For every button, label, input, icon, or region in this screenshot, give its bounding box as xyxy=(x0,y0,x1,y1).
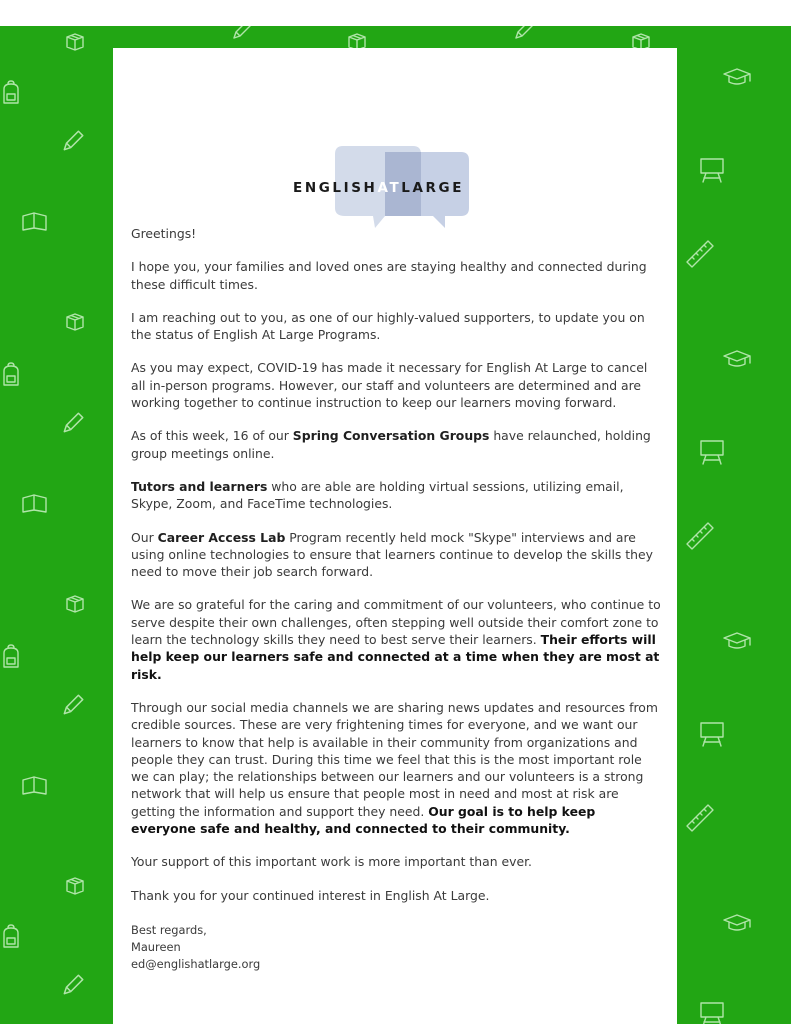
signature-block xyxy=(131,922,661,973)
career-access-lab: Career Access Lab xyxy=(157,529,286,545)
book-icon xyxy=(20,492,50,514)
pencil-icon xyxy=(60,692,86,718)
graduation-cap-icon xyxy=(722,66,752,88)
ruler-icon xyxy=(684,802,716,834)
graduation-cap-icon xyxy=(722,348,752,370)
paragraph-8-text: Through our social media channels we are sharing news updates and resources from credible sources. These are very frightening times for everyone, and we want our learners to know that help is available in their community from organizations and people they can trust. During this time we feel that this is the most important role we can play; the relationships between our learners and our volunteers is a strong network that will help us ensure that people most in need and most at risk are getting the information and support they need. xyxy=(131,699,658,819)
paragraph-4 xyxy=(131,427,661,462)
backpack-icon xyxy=(0,924,22,950)
paragraph-7-text: We are so grateful for the caring and commitment of our volunteers, who continue to serve despite their own challenges, often stepping well outside their comfort zone to learn the technology skills they need to best serve their learners. xyxy=(131,597,661,648)
book-icon xyxy=(20,210,50,232)
cube-icon xyxy=(64,312,86,332)
logo-word-large: LARGE xyxy=(401,180,465,196)
signer-email: ed@englishatlarge.org xyxy=(131,956,261,971)
cube-icon xyxy=(64,594,86,614)
paragraph-7 xyxy=(131,596,661,682)
paragraph-9: Your support of this important work is more important than ever. xyxy=(131,854,532,870)
chalkboard-icon xyxy=(698,156,726,184)
paragraph-2: I am reaching out to you, as one of our highly-valued supporters, to update you on the status of English At Large Programs. xyxy=(131,309,645,343)
spring-conversation-groups: Spring Conversation Groups xyxy=(292,428,490,444)
paragraph-3: As you may expect, COVID-19 has made it necessary for English At Large to cancel all in-person programs. However, our staff and volunteers are determined and are working together to continue instruction to keep our learners moving forward. xyxy=(131,360,648,411)
graduation-cap-icon xyxy=(722,912,752,934)
cube-icon xyxy=(64,876,86,896)
paragraph-8-emphasis: Our goal is to help keep everyone safe and healthy, and connected to their community. xyxy=(131,803,596,837)
pencil-icon xyxy=(60,972,86,998)
logo-word-at: AT xyxy=(377,180,402,196)
signer-name: Maureen xyxy=(131,939,181,954)
paragraph-1: I hope you, your families and loved ones are staying healthy and connected during these difficult times. xyxy=(131,259,647,292)
book-icon xyxy=(20,774,50,796)
paragraph-5 xyxy=(131,478,661,513)
letter-body xyxy=(131,225,661,973)
closing: Best regards, xyxy=(131,922,207,937)
chalkboard-icon xyxy=(698,438,726,466)
logo-word-english: ENGLISH xyxy=(293,180,378,196)
paragraph-6 xyxy=(131,529,661,581)
logo-wordmark xyxy=(293,180,673,196)
pencil-icon xyxy=(60,410,86,436)
chalkboard-icon xyxy=(698,720,726,748)
pencil-icon xyxy=(512,26,536,42)
backpack-icon xyxy=(0,80,22,106)
backpack-icon xyxy=(0,362,22,388)
paragraph-10: Thank you for your continued interest in English At Large. xyxy=(131,887,490,903)
ruler-icon xyxy=(684,520,716,552)
paragraph-5-text: who are able are holding virtual sessions, utilizing email, Skype, Zoom, and FaceTime technologies. xyxy=(131,478,624,512)
pencil-icon xyxy=(60,128,86,154)
paragraph-7-emphasis: Their efforts will help keep our learners safe and connected at a time when they are most at risk. xyxy=(131,632,660,682)
pencil-icon xyxy=(230,26,254,42)
paragraph-4-text-end: have relaunched, holding group meetings online. xyxy=(131,428,651,461)
chalkboard-icon xyxy=(698,1000,726,1024)
letter-card xyxy=(113,48,677,1024)
english-at-large-logo xyxy=(293,100,523,232)
tutors-and-learners: Tutors and learners xyxy=(131,478,268,494)
ruler-icon xyxy=(684,238,716,270)
backpack-icon xyxy=(0,644,22,670)
paragraph-6-text-end: Program recently held mock "Skype" interviews and are using online technologies to ensure that learners continue to develop the skills they need to move their job search forward. xyxy=(131,529,653,580)
greeting: Greetings! xyxy=(131,226,197,241)
graduation-cap-icon xyxy=(722,630,752,652)
paragraph-6-text: Our xyxy=(131,529,158,545)
cube-icon xyxy=(64,32,86,52)
paragraph-8 xyxy=(131,699,661,837)
paragraph-4-text: As of this week, 16 of our xyxy=(131,428,293,444)
speech-bubbles-icon xyxy=(293,100,523,232)
